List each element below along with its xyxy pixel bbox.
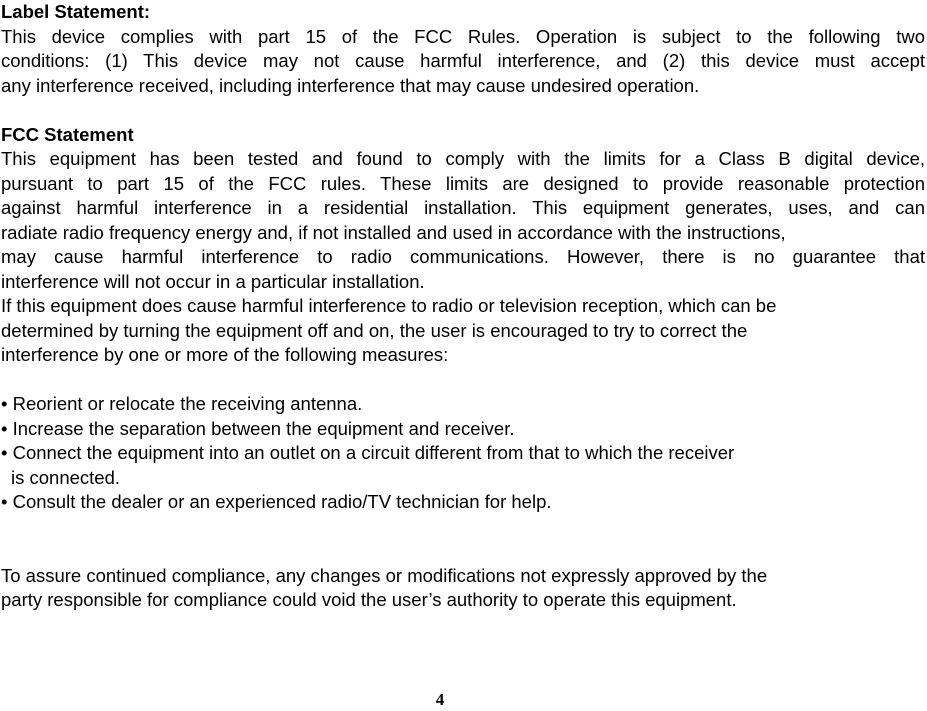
measure-item-separation: • Increase the separation between the equipment and receiver. [1,417,515,439]
measure-item-consult: • Consult the dealer or an experienced radio/TV technician for help. [1,491,552,512]
fcc-statement-line-3: against harmful interference in a residential installation. This equipment generates, uses, and can [1,197,925,218]
fcc-statement-line-2: pursuant to part 15 of the FCC rules. These limits are designed to provide reasonable protection [1,172,925,194]
compliance-note-line-1: To assure continued compliance, any changes or modifications not expressly approved by the [1,564,768,586]
fcc-statement-heading: FCC Statement [1,123,134,145]
fcc-interference-line-1: If this equipment does cause harmful interference to radio or television reception, which can be [1,295,777,316]
fcc-statement-line-4: radiate radio frequency energy and, if not installed and used in accordance with the instructions, [1,221,786,243]
label-statement-heading: Label Statement: [1,1,151,22]
measure-item-reorient: • Reorient or relocate the receiving antenna. [1,393,363,414]
label-statement-line-1: This device complies with part 15 of the FCC Rules. Operation is subject to the following two [1,25,925,47]
measure-item-outlet-continued: is connected. [11,466,121,488]
measure-item-outlet: • Connect the equipment into an outlet on a circuit different from that to which the receiver [1,442,735,463]
fcc-statement-line-1: This equipment has been tested and found to comply with the limits for a Class B digital device, [1,148,925,169]
fcc-statement-line-5: may cause harmful interference to radio communications. However, there is no guarantee that [1,246,925,267]
fcc-statement-section [1,123,925,515]
measures-spacer [1,368,925,393]
document-page [1,0,925,613]
compliance-spacer-1 [1,515,925,540]
fcc-interference-line-2: determined by turning the equipment off and on, the user is encouraged to try to correct the [1,319,748,341]
section-spacer [1,98,925,123]
compliance-spacer-2 [1,539,925,564]
fcc-statement-line-6: interference will not occur in a particular installation. [1,270,425,292]
compliance-note-line-2: party responsible for compliance could void the user’s authority to operate this equipment. [1,589,737,610]
fcc-interference-line-3: interference by one or more of the following measures: [1,344,449,365]
compliance-note-section [1,564,925,613]
label-statement-line-3: any interference received, including interference that may cause undesired operation. [1,74,700,96]
label-statement-line-2: conditions: (1) This device may not cause harmful interference, and (2) this device must accept [1,50,925,71]
label-statement-section [1,0,925,98]
page-number: 4 [435,690,445,709]
measures-list [1,392,925,515]
